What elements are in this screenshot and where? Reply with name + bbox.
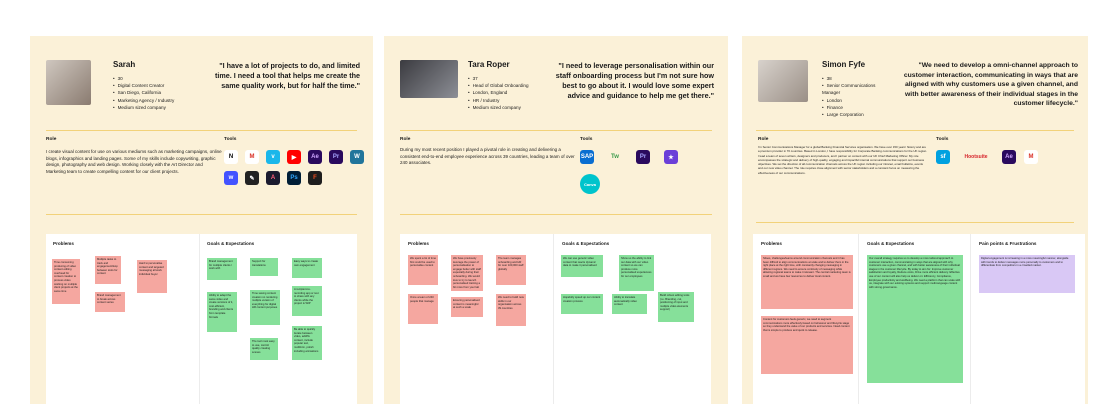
- sticky-note: Easy ways to create own engagement: [292, 258, 322, 278]
- pain-points-column: Pain points & Frustrations: [979, 241, 1037, 246]
- photoshop-icon: Ps: [287, 171, 301, 185]
- avatar: [400, 60, 458, 98]
- problems-column: Problems: [753, 234, 859, 404]
- sticky-note: A recipient-to-recording app or text to share with any clients while the project is WIP: [292, 286, 322, 316]
- sticky-note: Brand management for multiple clients / work with: [207, 258, 237, 280]
- divider: [756, 222, 1074, 223]
- persona-card-sarah: [30, 36, 373, 404]
- persona-card-tara: [384, 36, 728, 404]
- tools-list: [580, 150, 690, 194]
- sticky-note: Hard to personalise content and targeted messaging all work individual buyer: [137, 260, 167, 293]
- persona-quote: "We need to develop a omni-channel approach to customer interaction, communicating in ways that are aligned with why customers use a given channel, and with better awareness of their individual stages in the customer lifecycle.": [903, 62, 1078, 107]
- sticky-note: Support for translations: [250, 258, 278, 276]
- sticky-note: Our overall strategy requires us to develop a more tailored approach to customer interaction, communicating in ways that are aligned with why customers use a given channel, and with better awareness of their individual stages in the customer lifecycle. By today to aim for: Improve customer satisfaction and loyalty, Reduce costs, Drive more efficient delivery. Effective use of our content will also help us deliver on: Efficiency, Compliance, Employee productivity and wellbeing. We need a platform that can scale with us, integrate with our existing systems and support multi-language content with strong governance.: [867, 255, 963, 383]
- persona-card-simon: [742, 36, 1088, 404]
- divider: [46, 130, 357, 131]
- persona-quote: "I have a lot of projects to do, and limited time. I need a tool that helps me create the same quality work, but for half the time.": [215, 61, 360, 90]
- gmail-icon: M: [1024, 150, 1038, 164]
- role-text: I'm Senior Communications Manager for a global Banking Financial Services organisation. We have over 150 years' history and are a premium provider in 70 countries. Based in London, I have responsibility for Corporate Banking communications for the UK region. I lead a team of seven writers, designers and producers, and I partner on content with our UK Chief Marketing Officer. My role encompasses the strategic and delivery of high-quality, engaging and impactful internal communications that support our business objectives. We set the direction of all communication channels across the UK region including our intranet, email bulletins, events and our new video channel. The role requires close alignment with senior stakeholders and a constant focus on measuring the effectiveness of our communications.: [758, 145, 928, 175]
- sticky-note: Multiple tasks to track and engagement/loop between tools for content: [95, 256, 121, 284]
- problems-column: Problems: [46, 234, 200, 404]
- hootsuite-icon: Hootsuite: [958, 150, 994, 164]
- sticky-note: We need to build new skills in our organisation across 39 countries: [496, 294, 526, 326]
- affinity-board: [400, 234, 711, 404]
- webflow-icon: w: [224, 171, 238, 185]
- procreate-icon: ✎: [245, 171, 259, 185]
- premiere-icon: Pr: [636, 150, 650, 164]
- persona-facts: • 37 • Head of Global Onboarding • London, England • HR / Industry • Medium sized company: [468, 75, 529, 111]
- persona-quote: "I need to leverage personalisation within our staff onboarding process but I'm not sure how best to go about it. I would love some expert advice and guidance to help me get there.": [555, 61, 714, 100]
- affinity-board: [753, 234, 1085, 404]
- sticky-note: Ability to translate automatically video content: [612, 294, 647, 314]
- sticky-note: Time saving content creation no rendering multiple version of everything for digital HR content purposes: [250, 290, 280, 325]
- persona-name: Tara Roper: [468, 60, 510, 69]
- role-text: During my most recent position I played a pivotal role in creating and delivering a consistent end-to-end employee experience across 39 countries, leading a team of over 240 associates.: [400, 147, 575, 165]
- talentwave-icon: Tw: [608, 150, 622, 164]
- role-label: Role: [758, 137, 769, 142]
- sticky-note: Build robust editing tools (i.e. Branding, cut, positioning of input and multiple video elements support): [658, 292, 694, 322]
- role-label: Role: [46, 137, 57, 142]
- avatar: [758, 60, 808, 102]
- avatar: [46, 60, 91, 105]
- affinity-icon: A: [266, 171, 280, 185]
- figma-icon: F: [308, 171, 322, 185]
- after-effects-icon: Ae: [308, 150, 322, 164]
- divider: [400, 214, 712, 215]
- sticky-note: Time consuming producing of video content editing overhead for content creation to process video working on multiple client projects at the same time: [52, 259, 80, 304]
- persona-facts: • 30 • Digital Content Creator • San Diego, California • Marketing Agency / Industry • Medium sized company: [113, 75, 174, 111]
- sticky-note: The tool must easy to use, control quality creating scenes: [250, 338, 278, 360]
- tools-label: Tools: [224, 137, 237, 142]
- sticky-note: Siloes, challenges/teams around communication channels and it has been difficult to align communications at scale and to deliver them in the right place at the right time, with constantly changing messaging in different regions. We need to ensure continuity of messaging while allowing regional teams to make it relevant. The central marketing team is small and we have few resources to deliver local content.: [761, 255, 853, 309]
- wordpress-icon: W: [350, 150, 364, 164]
- after-effects-icon: Ae: [1002, 150, 1016, 164]
- sticky-note: Content for customers feels generic, we need to segment communications more effectively based on behaviour and lifecycle stage so they understand the value of our products and services. Need content that is simple to produce and quick to release.: [761, 316, 853, 374]
- vimeo-icon: v: [266, 150, 280, 164]
- canva-icon: Canva: [580, 174, 600, 194]
- sticky-note: Brand management to break across content series: [95, 292, 125, 312]
- goals-column: Goals & Expectations: [562, 241, 610, 246]
- divider: [756, 130, 1074, 131]
- gmail-icon: M: [245, 150, 259, 164]
- sticky-note: Ability to adapt the same video and create versions of it, cost-efficient, branding and clients from template formats: [207, 292, 237, 332]
- tools-label: Tools: [580, 137, 593, 142]
- persona-facts: • 38 • Senior Communications Manager • London • Finance • Large Corporation: [822, 75, 892, 118]
- youtube-icon: ▶: [287, 150, 301, 164]
- sticky-note: Onne a team of 240 people that manage: [408, 294, 438, 324]
- role-label: Role: [400, 137, 411, 142]
- sticky-note: The team manages onboarding and HR for over 100,000 staff globally: [496, 255, 526, 285]
- problems-column: Problems: [400, 234, 554, 404]
- sap-icon: SAP: [580, 150, 594, 164]
- persona-name: Simon Fyfe: [822, 60, 866, 69]
- divider: [46, 214, 357, 215]
- premiere-icon: Pr: [329, 150, 343, 164]
- sticky-note: We have previously leverage the power of personalisation to engage better with staff especially during their onboarding. We would love to try to launch personalised training a bit more from your lab: [451, 255, 483, 291]
- divider: [400, 130, 712, 131]
- sticky-note: Ensuring personalised content is meaningful at such a scale: [451, 297, 483, 317]
- goals-column: Goals & Expectations: [207, 241, 255, 246]
- affinity-board: [46, 234, 357, 404]
- tools-list: [936, 150, 1066, 164]
- notion-icon: N: [224, 150, 238, 164]
- tools-list: [224, 150, 364, 185]
- sticky-note: Be able to quickly iterate between video, add/fix content, include popular text, multiform, polish including animations: [292, 326, 322, 360]
- sticky-note: We spent a lot of time first could be used to personalise content: [408, 255, 438, 285]
- persona-name: Sarah: [113, 60, 136, 69]
- tools-label: Tools: [936, 137, 949, 142]
- sticky-note: Digital engagement is increasing in a more meaningful manner, alongside with trends to deliver messages more personally to customers and to differentiate from competitors in a crowded market.: [979, 255, 1075, 293]
- sticky-note: Hopefully speed up our content creation process: [561, 294, 603, 314]
- imovie-icon: ★: [664, 150, 678, 164]
- role-text: I create visual content for use on various mediums such as marketing campaigns, online blogs, infographics and landing pages. Some of my skills include copywriting, graphic design, photography and web design. Working closely with the Art Director and Marketing team to create compelling content for our client projects.: [46, 149, 222, 174]
- goals-column: Goals & Expectations: [859, 234, 971, 404]
- sticky-note: We can use generic video content that reacts dynamic data to make it personalised: [561, 255, 603, 277]
- sticky-note: Show us the ability to link our data with our video content so we can produce more personalised experiences for our employees: [619, 255, 654, 291]
- salesforce-icon: sf: [936, 150, 950, 164]
